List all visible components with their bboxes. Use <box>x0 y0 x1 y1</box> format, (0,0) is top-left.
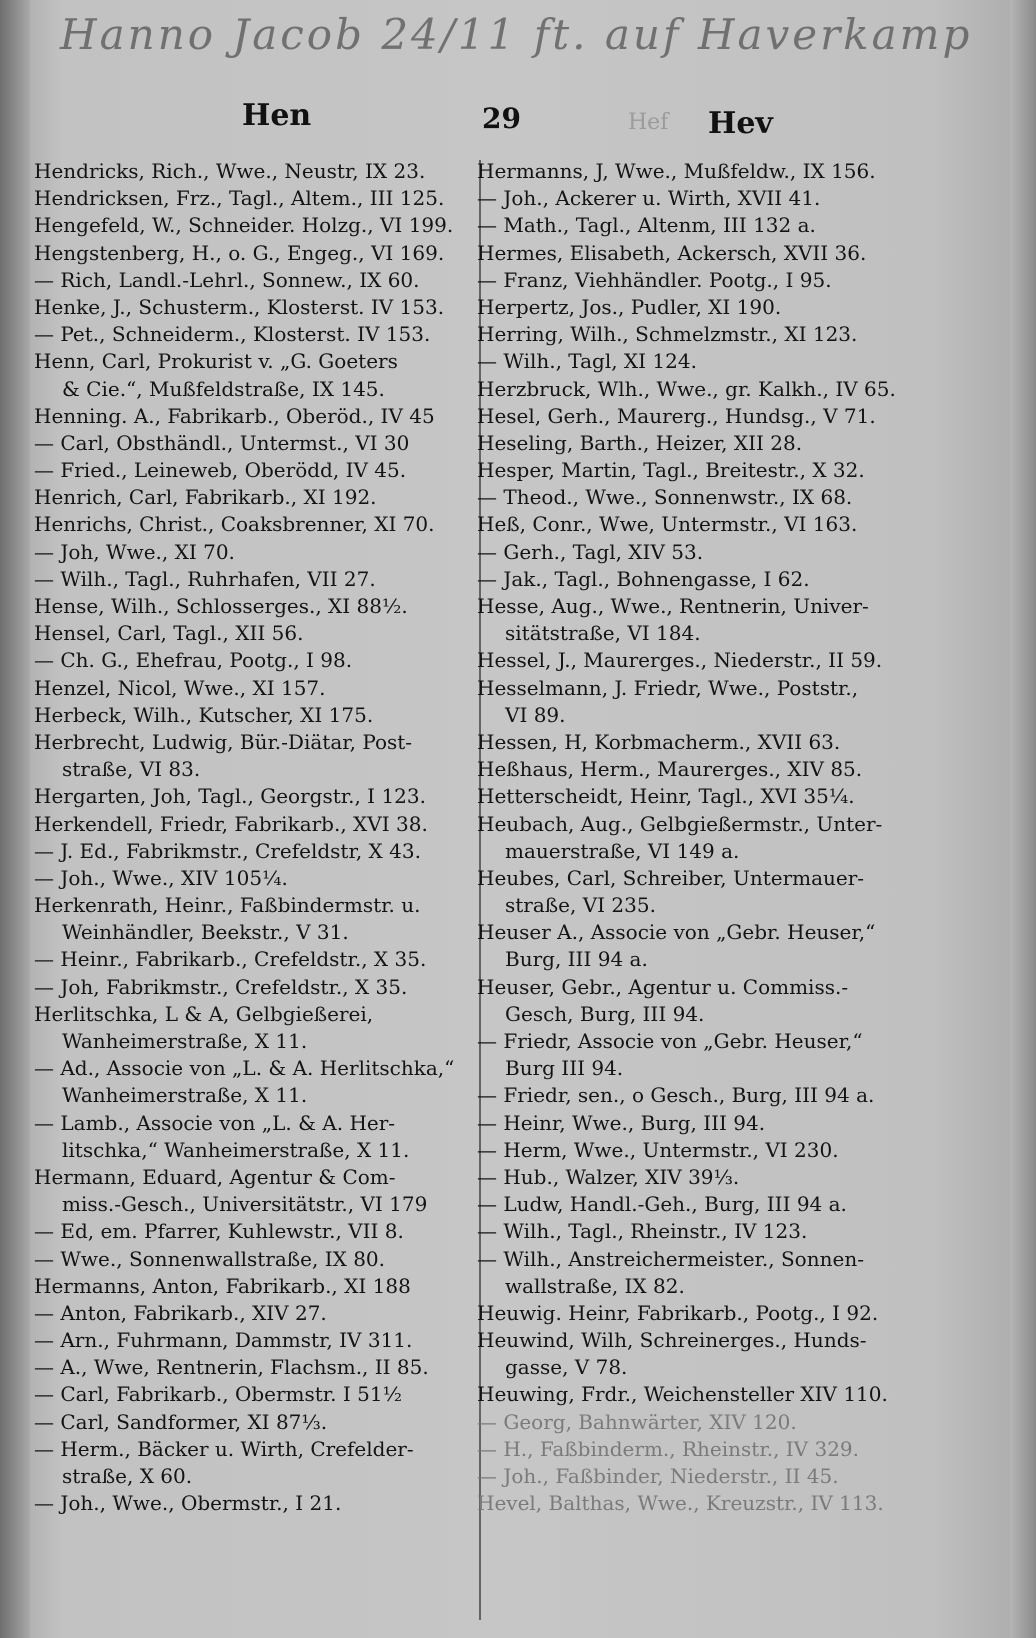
directory-entry-line: — Theod., Wwe., Sonnenwstr., IX 68. <box>477 485 853 510</box>
directory-entry-line: — H., Faßbinderm., Rheinstr., IV 329. <box>477 1436 860 1461</box>
directory-entry-line: Hergarten, Joh, Tagl., Georgstr., I 123. <box>34 784 426 809</box>
directory-entry-line: Heuser A., Associe von „Gebr. Heuser,“ <box>477 920 876 945</box>
directory-entry-line: — Carl, Sandformer, XI 87⅓. <box>34 1409 328 1434</box>
directory-entry-line: Herkendell, Friedr, Fabrikarb., XVI 38. <box>34 811 428 836</box>
directory-entry-line: Henn, Carl, Prokurist v. „G. Goeters <box>34 349 398 374</box>
directory-entry-line: Hendricks, Rich., Wwe., Neustr, IX 23. <box>34 159 426 183</box>
directory-entry-line: Heuwing, Frdr., Weichensteller XIV 110. <box>477 1382 888 1407</box>
directory-entry-line: Heuwig. Heinr, Fabrikarb., Pootg., I 92. <box>477 1300 879 1325</box>
directory-entry-line: Burg III 94. <box>505 1056 624 1081</box>
directory-entry-line: Hesper, Martin, Tagl., Breitestr., X 32. <box>477 458 865 483</box>
directory-entry-line: Hermann, Eduard, Agentur & Com- <box>34 1164 396 1189</box>
directory-entry-line: Henrich, Carl, Fabrikarb., XI 192. <box>34 485 377 510</box>
directory-entry-line: Heubach, Aug., Gelbgießermstr., Unter- <box>477 811 883 836</box>
directory-entry-line: mauerstraße, VI 149 a. <box>505 838 740 863</box>
directory-entry-line: — Ad., Associe von „L. & A. Herlitschka,“ <box>34 1056 455 1081</box>
directory-entry-line: Heubes, Carl, Schreiber, Untermauer- <box>477 865 865 890</box>
header-right-guideword: Hev <box>708 106 773 141</box>
directory-entry-line: — Wilh., Tagl., Rheinstr., IV 123. <box>477 1219 808 1244</box>
directory-entry-line: Hessel, J., Maurerges., Niederstr., II 59. <box>477 648 883 673</box>
directory-entry-line: Herpertz, Jos., Pudler, XI 190. <box>477 294 782 319</box>
directory-entry-line: Herbeck, Wilh., Kutscher, XI 175. <box>34 702 374 727</box>
directory-entry-line: Hesel, Gerh., Maurerg., Hundsg., V 71. <box>477 403 876 428</box>
directory-entry-line: Hesse, Aug., Wwe., Rentnerin, Univer- <box>477 594 869 618</box>
page-number: 29 <box>482 102 521 135</box>
directory-entry-line: — Pet., Schneiderm., Klosterst. IV 153. <box>34 322 431 347</box>
directory-entry-line: Hengstenberg, H., o. G., Engeg., VI 169. <box>34 240 445 265</box>
directory-entry-line: — J. Ed., Fabrikmstr., Crefeldstr, X 43. <box>34 838 421 863</box>
directory-entry-line: Henrichs, Christ., Coaksbrenner, XI 70. <box>34 512 435 537</box>
directory-entry-line: — Carl, Fabrikarb., Obermstr. I 51½ <box>34 1382 402 1407</box>
directory-entry-line: straße, VI 235. <box>505 893 656 918</box>
directory-entry-line: — Lamb., Associe von „L. & A. Her- <box>34 1110 396 1135</box>
directory-entry-line: Herlitschka, L & A, Gelbgießerei, <box>34 1001 374 1026</box>
directory-entry-line: — Joh., Ackerer u. Wirth, XVII 41. <box>477 186 821 211</box>
directory-entry-line: Herzbruck, Wlh., Wwe., gr. Kalkh., IV 65. <box>477 376 896 401</box>
directory-entry-line: — Fried., Leineweb, Oberödd, IV 45. <box>34 458 407 483</box>
directory-entry-line: — Friedr, sen., o Gesch., Burg, III 94 a. <box>477 1083 875 1108</box>
directory-entry-line: — Joh., Wwe., Obermstr., I 21. <box>34 1491 342 1516</box>
page-right-edge <box>1010 0 1036 1638</box>
directory-entry-line: Hermes, Elisabeth, Ackersch, XVII 36. <box>477 240 867 265</box>
left-column <box>34 158 482 1517</box>
directory-entry-line: straße, X 60. <box>62 1464 193 1488</box>
directory-entry-line: Hesselmann, J. Friedr, Wwe., Poststr., <box>477 675 859 700</box>
directory-entry-line: — Ed, em. Pfarrer, Kuhlewstr., VII 8. <box>34 1219 404 1244</box>
directory-entry-line: Hensel, Carl, Tagl., XII 56. <box>34 621 304 646</box>
directory-entry-line: — Ludw, Handl.-Geh., Burg, III 94 a. <box>477 1192 847 1217</box>
directory-entry-line: — Heinr., Fabrikarb., Crefeldstr., X 35. <box>34 947 427 972</box>
directory-entry-line: Heß, Conr., Wwe, Untermstr., VI 163. <box>477 512 858 537</box>
directory-entry-line: straße, VI 83. <box>62 757 201 782</box>
directory-entry-line: litschka,“ Wanheimerstraße, X 11. <box>62 1137 410 1162</box>
directory-entry-line: — Jak., Tagl., Bohnengasse, I 62. <box>477 566 810 591</box>
directory-entry-line: — Hub., Walzer, XIV 39⅓. <box>477 1164 740 1189</box>
directory-entry-line: Gesch, Burg, III 94. <box>505 1001 705 1026</box>
directory-entry-line: — A., Wwe, Rentnerin, Flachsm., II 85. <box>34 1355 429 1380</box>
directory-entry-line: Heseling, Barth., Heizer, XII 28. <box>477 430 803 455</box>
directory-entry-line: — Arn., Fuhrmann, Dammstr, IV 311. <box>34 1328 413 1353</box>
directory-entry-line: — Wilh., Tagl., Ruhrhafen, VII 27. <box>34 566 376 591</box>
directory-entry-line: — Friedr, Associe von „Gebr. Heuser,“ <box>477 1029 863 1053</box>
directory-entry-line: Hendricksen, Frz., Tagl., Altem., III 125. <box>34 186 445 211</box>
directory-entry-line: VI 89. <box>505 702 566 727</box>
handwritten-note: Hanno Jacob 24/11 ft. auf Haverkamp <box>60 10 973 59</box>
directory-entry-line: sitätstraße, VI 184. <box>505 621 701 646</box>
directory-entry-line: — Carl, Obsthändl., Untermst., VI 30 <box>34 430 410 455</box>
directory-entry-line: Henning. A., Fabrikarb., Oberöd., IV 45 <box>34 403 435 428</box>
directory-entry-line: — Herm., Bäcker u. Wirth, Crefelder- <box>34 1436 414 1461</box>
directory-entry-line: Herring, Wilh., Schmelzmstr., XI 123. <box>477 322 858 347</box>
directory-entry-line: — Joh., Faßbinder, Niederstr., II 45. <box>477 1464 839 1488</box>
directory-entry-line: Herbrecht, Ludwig, Bür.-Diätar, Post- <box>34 729 413 754</box>
directory-entry-line: Wanheimerstraße, X 11. <box>62 1083 308 1108</box>
directory-entry-line: — Ch. G., Ehefrau, Pootg., I 98. <box>34 648 353 673</box>
directory-entry-line: — Herm, Wwe., Untermstr., VI 230. <box>477 1137 839 1162</box>
directory-entry-line: Hermanns, Anton, Fabrikarb., XI 188 <box>34 1273 411 1298</box>
directory-entry-line: — Rich, Landl.-Lehrl., Sonnew., IX 60. <box>34 267 420 292</box>
directory-entry-line: Hengefeld, W., Schneider. Holzg., VI 199. <box>34 213 454 238</box>
directory-entry-line: — Joh, Fabrikmstr., Crefeldstr., X 35. <box>34 974 408 999</box>
directory-entry-line: — Joh., Wwe., XIV 105¼. <box>34 865 288 890</box>
directory-entry-line: gasse, V 78. <box>505 1355 628 1380</box>
directory-entry-line: — Wwe., Sonnenwallstraße, IX 80. <box>34 1246 385 1271</box>
directory-entry-line: — Georg, Bahnwärter, XIV 120. <box>477 1409 797 1434</box>
page-header <box>0 92 1036 152</box>
directory-entry-line: & Cie.“, Mußfeldstraße, IX 145. <box>62 376 385 401</box>
directory-entry-line: — Franz, Viehhändler. Pootg., I 95. <box>477 267 832 292</box>
directory-entry-line: — Wilh., Tagl, XI 124. <box>477 349 697 374</box>
directory-entry-line: — Math., Tagl., Altenm, III 132 a. <box>477 213 816 238</box>
directory-entry-line: Hevel, Balthas, Wwe., Kreuzstr., IV 113. <box>477 1491 884 1516</box>
directory-entry-line: wallstraße, IX 82. <box>505 1273 685 1298</box>
directory-entry-line: Hermanns, J, Wwe., Mußfeldw., IX 156. <box>477 159 876 183</box>
directory-entry-line: — Gerh., Tagl, XIV 53. <box>477 539 704 564</box>
directory-entry-line: — Anton, Fabrikarb., XIV 27. <box>34 1300 327 1325</box>
directory-entry-line: — Wilh., Anstreichermeister., Sonnen- <box>477 1246 864 1271</box>
directory-entry-line: — Heinr, Wwe., Burg, III 94. <box>477 1110 766 1135</box>
directory-entry-line: Hense, Wilh., Schlosserges., XI 88½. <box>34 594 408 618</box>
directory-entry-line: Hetterscheidt, Heinr, Tagl., XVI 35¼. <box>477 784 855 809</box>
directory-entry-line: — Joh, Wwe., XI 70. <box>34 539 235 564</box>
directory-entry-line: Hessen, H, Korbmacherm., XVII 63. <box>477 729 841 754</box>
directory-entry-line: Heßhaus, Herm., Maurerges., XIV 85. <box>477 757 863 782</box>
page-left-edge <box>0 0 30 1638</box>
directory-entry-line: Heuser, Gebr., Agentur u. Commiss.- <box>477 974 849 999</box>
faint-show-through-text: Hef <box>628 110 669 135</box>
directory-entry-line: Henzel, Nicol, Wwe., XI 157. <box>34 675 326 700</box>
directory-entry-line: Burg, III 94 a. <box>505 947 648 972</box>
directory-entry-line: Wanheimerstraße, X 11. <box>62 1029 308 1053</box>
directory-entry-line: miss.-Gesch., Universitätstr., VI 179 <box>62 1192 428 1217</box>
directory-entry-line: Heuwind, Wilh, Schreinerges., Hunds- <box>477 1328 867 1353</box>
header-left-guideword: Hen <box>242 98 312 133</box>
right-column <box>477 158 947 1517</box>
directory-entry-line: Henke, J., Schusterm., Klosterst. IV 153. <box>34 294 445 319</box>
directory-entry-line: Weinhändler, Beekstr., V 31. <box>62 920 349 945</box>
directory-entry-line: Herkenrath, Heinr., Faßbindermstr. u. <box>34 893 421 918</box>
